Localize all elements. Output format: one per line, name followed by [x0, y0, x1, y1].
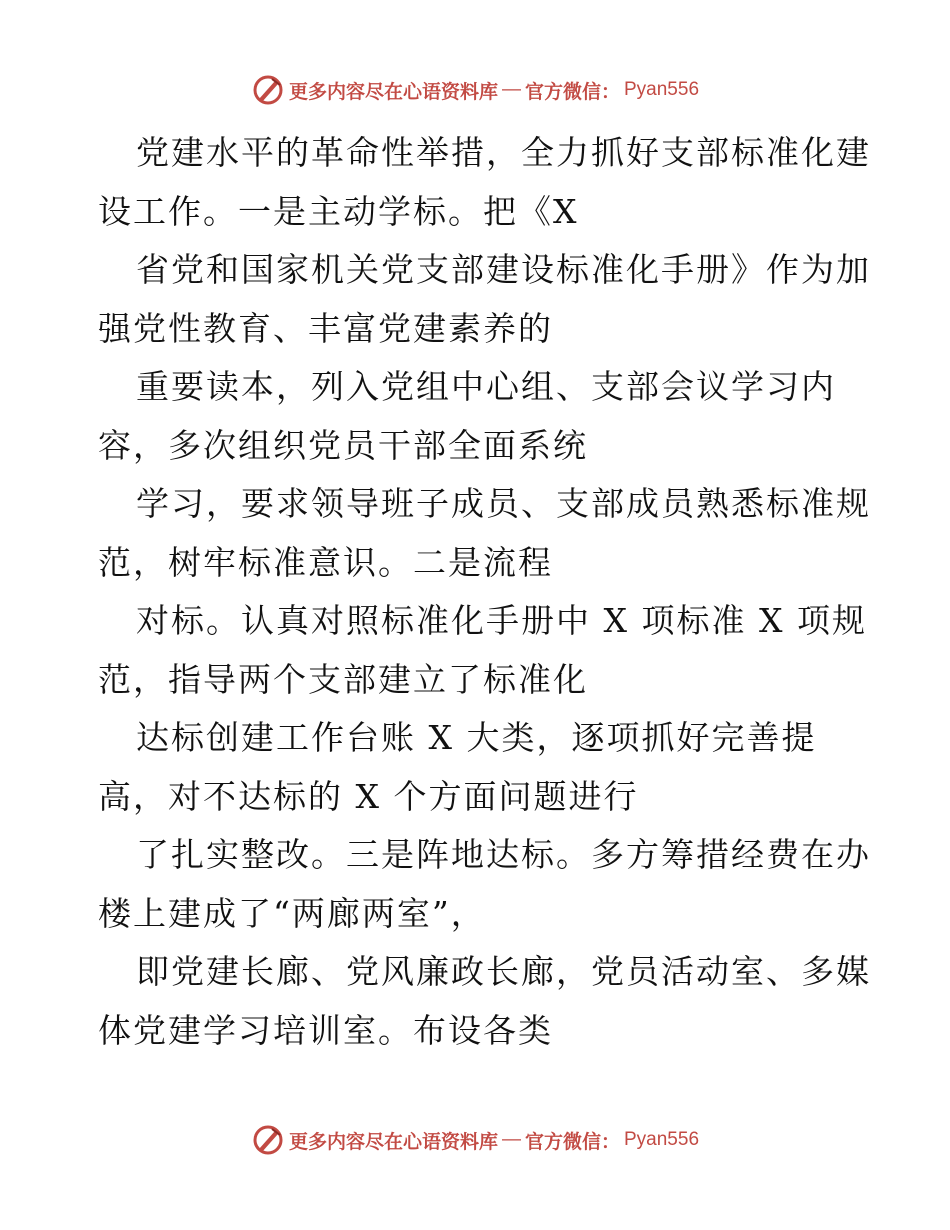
- watermark-label: 官方微信：: [524, 1130, 620, 1153]
- watermark-id: Pyan556: [624, 1129, 700, 1150]
- body-line: 即党建长廊、党风廉政长廊，党员活动室、多媒: [136, 952, 871, 991]
- body-line: 了扎实整改。三是阵地达标。多方筹措经费在办: [136, 835, 871, 874]
- footer-watermark: [0, 1120, 950, 1160]
- body-line: 强党性教育、丰富党建素养的: [98, 308, 553, 348]
- body-line: 重要读本，列入党组中心组、支部会议学习内: [136, 367, 836, 406]
- quill-pen-circle-icon: [251, 1123, 285, 1157]
- watermark-text: 更多内容尽在心语资料库: [288, 1130, 498, 1153]
- body-line: 省党和国家机关党支部建设标准化手册》作为加: [136, 250, 871, 289]
- body-line: 学习，要求领导班子成员、支部成员熟悉标准规: [136, 484, 871, 523]
- watermark-separator: —: [501, 79, 521, 100]
- body-line: 范，树牢标准意识。二是流程: [98, 542, 553, 582]
- body-line: 楼上建成了“两廊两室”，: [98, 893, 486, 933]
- watermark-group: [251, 73, 699, 107]
- body-line: 设工作。一是主动学标。把《X: [98, 191, 579, 231]
- watermark-group: [251, 1123, 699, 1157]
- quill-pen-circle-icon: [251, 73, 285, 107]
- body-line: 对标。认真对照标准化手册中 X 项标准 X 项规: [136, 601, 867, 640]
- body-line: 高，对不达标的 X 个方面问题进行: [98, 776, 639, 816]
- header-watermark: [0, 70, 950, 110]
- body-line: 容，多次组织党员干部全面系统: [98, 425, 588, 465]
- watermark-text: 更多内容尽在心语资料库: [288, 80, 498, 103]
- body-line: 达标创建工作台账 X 大类，逐项抓好完善提: [136, 718, 817, 757]
- watermark-id: Pyan556: [624, 79, 700, 100]
- watermark-separator: —: [501, 1129, 521, 1150]
- document-body: [98, 124, 871, 1060]
- body-line: 体党建学习培训室。布设各类: [98, 1010, 553, 1050]
- watermark-label: 官方微信：: [524, 80, 620, 103]
- body-line: 范，指导两个支部建立了标准化: [98, 659, 588, 699]
- body-line: 党建水平的革命性举措，全力抓好支部标准化建: [136, 133, 871, 172]
